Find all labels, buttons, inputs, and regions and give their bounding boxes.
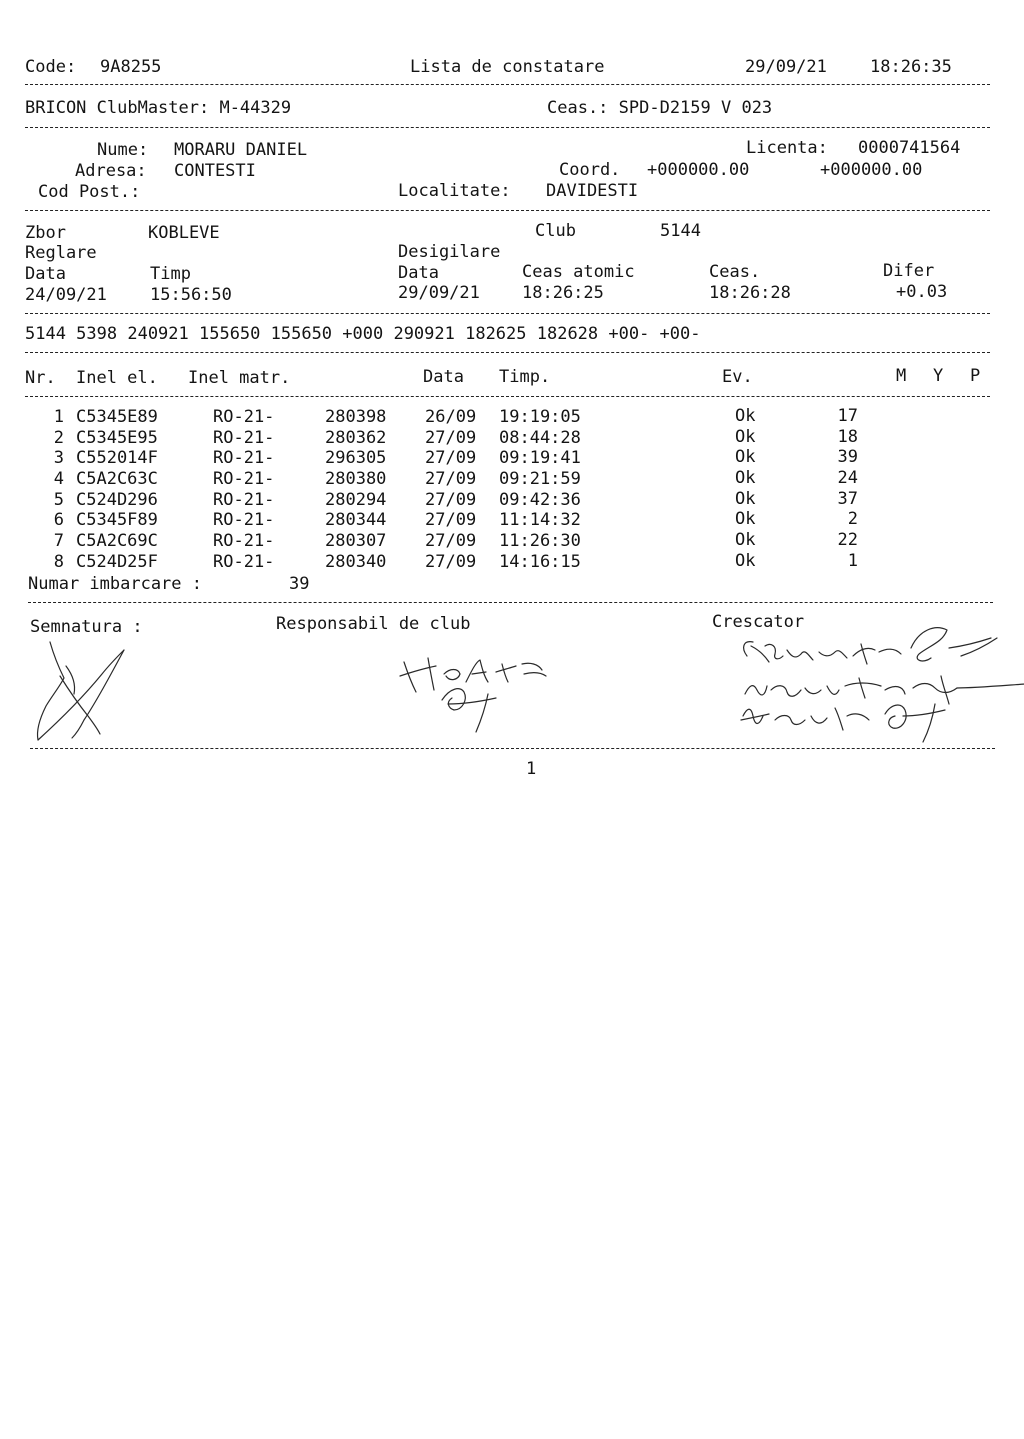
row-inel-el: C524D25F bbox=[76, 552, 158, 572]
row-nr: 5 bbox=[53, 490, 64, 510]
row-data: 27/09 bbox=[425, 552, 477, 572]
row-nr: 6 bbox=[53, 510, 64, 530]
zbor-label: Zbor bbox=[25, 223, 66, 243]
reglare-data-label: Data bbox=[25, 264, 66, 284]
club-label: Club bbox=[535, 221, 576, 241]
page-number: 1 bbox=[526, 759, 537, 779]
licenta-value: 0000741564 bbox=[858, 138, 961, 158]
row-matr: 280344 bbox=[325, 510, 387, 530]
row-matr: 296305 bbox=[325, 448, 387, 468]
row-value: 37 bbox=[837, 489, 858, 509]
row-ev: Ok bbox=[735, 530, 756, 550]
row-nr: 3 bbox=[53, 448, 64, 468]
row-inel-el: C5345E95 bbox=[76, 428, 158, 448]
crescator-label: Crescator bbox=[712, 612, 805, 632]
difer-value: +0.03 bbox=[896, 282, 948, 302]
adresa-label: Adresa: bbox=[75, 161, 147, 181]
row-timp: 09:21:59 bbox=[499, 469, 581, 489]
licenta-label: Licenta: bbox=[746, 138, 828, 158]
row-ev: Ok bbox=[735, 406, 756, 426]
code-value: 9A8255 bbox=[100, 57, 162, 77]
row-nr: 2 bbox=[53, 428, 64, 448]
header-y: Y bbox=[933, 366, 944, 386]
code-line: 5144 5398 240921 155650 155650 +000 290921 182625 182628 +00- +00- bbox=[25, 324, 701, 344]
row-prefix: RO-21- bbox=[213, 531, 275, 551]
localitate-label: Localitate: bbox=[398, 181, 511, 201]
row-nr: 4 bbox=[53, 469, 64, 489]
row-ev: Ok bbox=[735, 427, 756, 447]
nume-label: Nume: bbox=[97, 140, 149, 160]
row-ev: Ok bbox=[735, 551, 756, 571]
row-inel-el: C5345F89 bbox=[76, 510, 158, 530]
reglare-timp: 15:56:50 bbox=[150, 285, 232, 305]
row-value: 39 bbox=[837, 447, 858, 467]
row-timp: 14:16:15 bbox=[499, 552, 581, 572]
clock-info: Ceas.: SPD-D2159 V 023 bbox=[547, 98, 773, 118]
club-value: 5144 bbox=[660, 221, 701, 241]
row-ev: Ok bbox=[735, 489, 756, 509]
row-value: 1 bbox=[847, 551, 858, 571]
row-matr: 280294 bbox=[325, 490, 387, 510]
row-ev: Ok bbox=[735, 447, 756, 467]
zbor-value: KOBLEVE bbox=[148, 223, 220, 243]
divider bbox=[25, 352, 990, 353]
row-matr: 280307 bbox=[325, 531, 387, 551]
row-timp: 09:19:41 bbox=[499, 448, 581, 468]
nume-value: MORARU DANIEL bbox=[174, 140, 308, 160]
row-inel-el: C5345E89 bbox=[76, 407, 158, 427]
row-prefix: RO-21- bbox=[213, 428, 275, 448]
row-data: 27/09 bbox=[425, 531, 477, 551]
code-label: Code: bbox=[25, 57, 77, 77]
signature-left-icon bbox=[30, 636, 140, 746]
row-matr: 280398 bbox=[325, 407, 387, 427]
divider bbox=[25, 127, 990, 128]
row-prefix: RO-21- bbox=[213, 490, 275, 510]
difer-label: Difer bbox=[883, 261, 935, 281]
divider bbox=[25, 396, 990, 397]
header-p: P bbox=[970, 366, 981, 386]
header-data: Data bbox=[423, 367, 464, 387]
row-nr: 7 bbox=[53, 531, 64, 551]
divider bbox=[25, 313, 990, 314]
desig-data-label: Data bbox=[398, 263, 439, 283]
row-data: 27/09 bbox=[425, 510, 477, 530]
desig-atomic: 18:26:25 bbox=[522, 283, 604, 303]
row-value: 24 bbox=[837, 468, 858, 488]
ceas-atomic-label: Ceas atomic bbox=[522, 262, 635, 282]
row-inel-el: C5A2C63C bbox=[76, 469, 158, 489]
reglare-timp-label: Timp bbox=[150, 264, 191, 284]
row-value: 22 bbox=[837, 530, 858, 550]
signature-crescator-icon bbox=[735, 616, 1024, 748]
divider bbox=[25, 84, 990, 85]
desig-data: 29/09/21 bbox=[398, 283, 480, 303]
header-ev: Ev. bbox=[722, 367, 753, 387]
row-inel-el: C524D296 bbox=[76, 490, 158, 510]
row-data: 26/09 bbox=[425, 407, 477, 427]
header-inel-el: Inel el. bbox=[76, 368, 158, 388]
divider bbox=[30, 748, 995, 749]
reglare-data: 24/09/21 bbox=[25, 285, 107, 305]
desigilare-label: Desigilare bbox=[398, 242, 501, 262]
row-timp: 11:26:30 bbox=[499, 531, 581, 551]
row-value: 2 bbox=[847, 509, 858, 529]
row-matr: 280340 bbox=[325, 552, 387, 572]
row-prefix: RO-21- bbox=[213, 510, 275, 530]
row-data: 27/09 bbox=[425, 448, 477, 468]
responsabil-label: Responsabil de club bbox=[276, 614, 471, 634]
row-nr: 1 bbox=[53, 407, 64, 427]
header-nr: Nr. bbox=[25, 368, 56, 388]
row-timp: 11:14:32 bbox=[499, 510, 581, 530]
row-data: 27/09 bbox=[425, 469, 477, 489]
divider bbox=[25, 210, 990, 211]
reglare-label: Reglare bbox=[25, 243, 97, 263]
row-ev: Ok bbox=[735, 468, 756, 488]
row-prefix: RO-21- bbox=[213, 448, 275, 468]
row-inel-el: C552014F bbox=[76, 448, 158, 468]
row-ev: Ok bbox=[735, 509, 756, 529]
row-matr: 280380 bbox=[325, 469, 387, 489]
ceas-label: Ceas. bbox=[709, 262, 761, 282]
row-timp: 08:44:28 bbox=[499, 428, 581, 448]
row-inel-el: C5A2C69C bbox=[76, 531, 158, 551]
row-prefix: RO-21- bbox=[213, 552, 275, 572]
row-matr: 280362 bbox=[325, 428, 387, 448]
imbarcare-value: 39 bbox=[289, 574, 310, 594]
localitate-value: DAVIDESTI bbox=[546, 181, 639, 201]
row-value: 18 bbox=[837, 427, 858, 447]
print-date: 29/09/21 bbox=[745, 57, 827, 77]
signature-responsabil-icon bbox=[392, 640, 562, 740]
row-timp: 09:42:36 bbox=[499, 490, 581, 510]
print-time: 18:26:35 bbox=[870, 57, 952, 77]
row-nr: 8 bbox=[53, 552, 64, 572]
row-timp: 19:19:05 bbox=[499, 407, 581, 427]
row-value: 17 bbox=[837, 406, 858, 426]
imbarcare-label: Numar imbarcare : bbox=[28, 574, 202, 594]
semnatura-label: Semnatura : bbox=[30, 617, 143, 637]
adresa-value: CONTESTI bbox=[174, 161, 256, 181]
header-m: M bbox=[896, 366, 907, 386]
desig-ceas: 18:26:28 bbox=[709, 283, 791, 303]
row-data: 27/09 bbox=[425, 490, 477, 510]
row-prefix: RO-21- bbox=[213, 469, 275, 489]
row-prefix: RO-21- bbox=[213, 407, 275, 427]
coord-y: +000000.00 bbox=[820, 160, 923, 180]
header-timp: Timp. bbox=[499, 367, 551, 387]
row-data: 27/09 bbox=[425, 428, 477, 448]
clubmaster-info: BRICON ClubMaster: M-44329 bbox=[25, 98, 292, 118]
header-inel-matr: Inel matr. bbox=[188, 368, 291, 388]
document-title: Lista de constatare bbox=[410, 57, 605, 77]
divider bbox=[28, 602, 993, 603]
codpost-label: Cod Post.: bbox=[38, 182, 141, 202]
coord-x: +000000.00 bbox=[647, 160, 750, 180]
coord-label: Coord. bbox=[559, 160, 621, 180]
